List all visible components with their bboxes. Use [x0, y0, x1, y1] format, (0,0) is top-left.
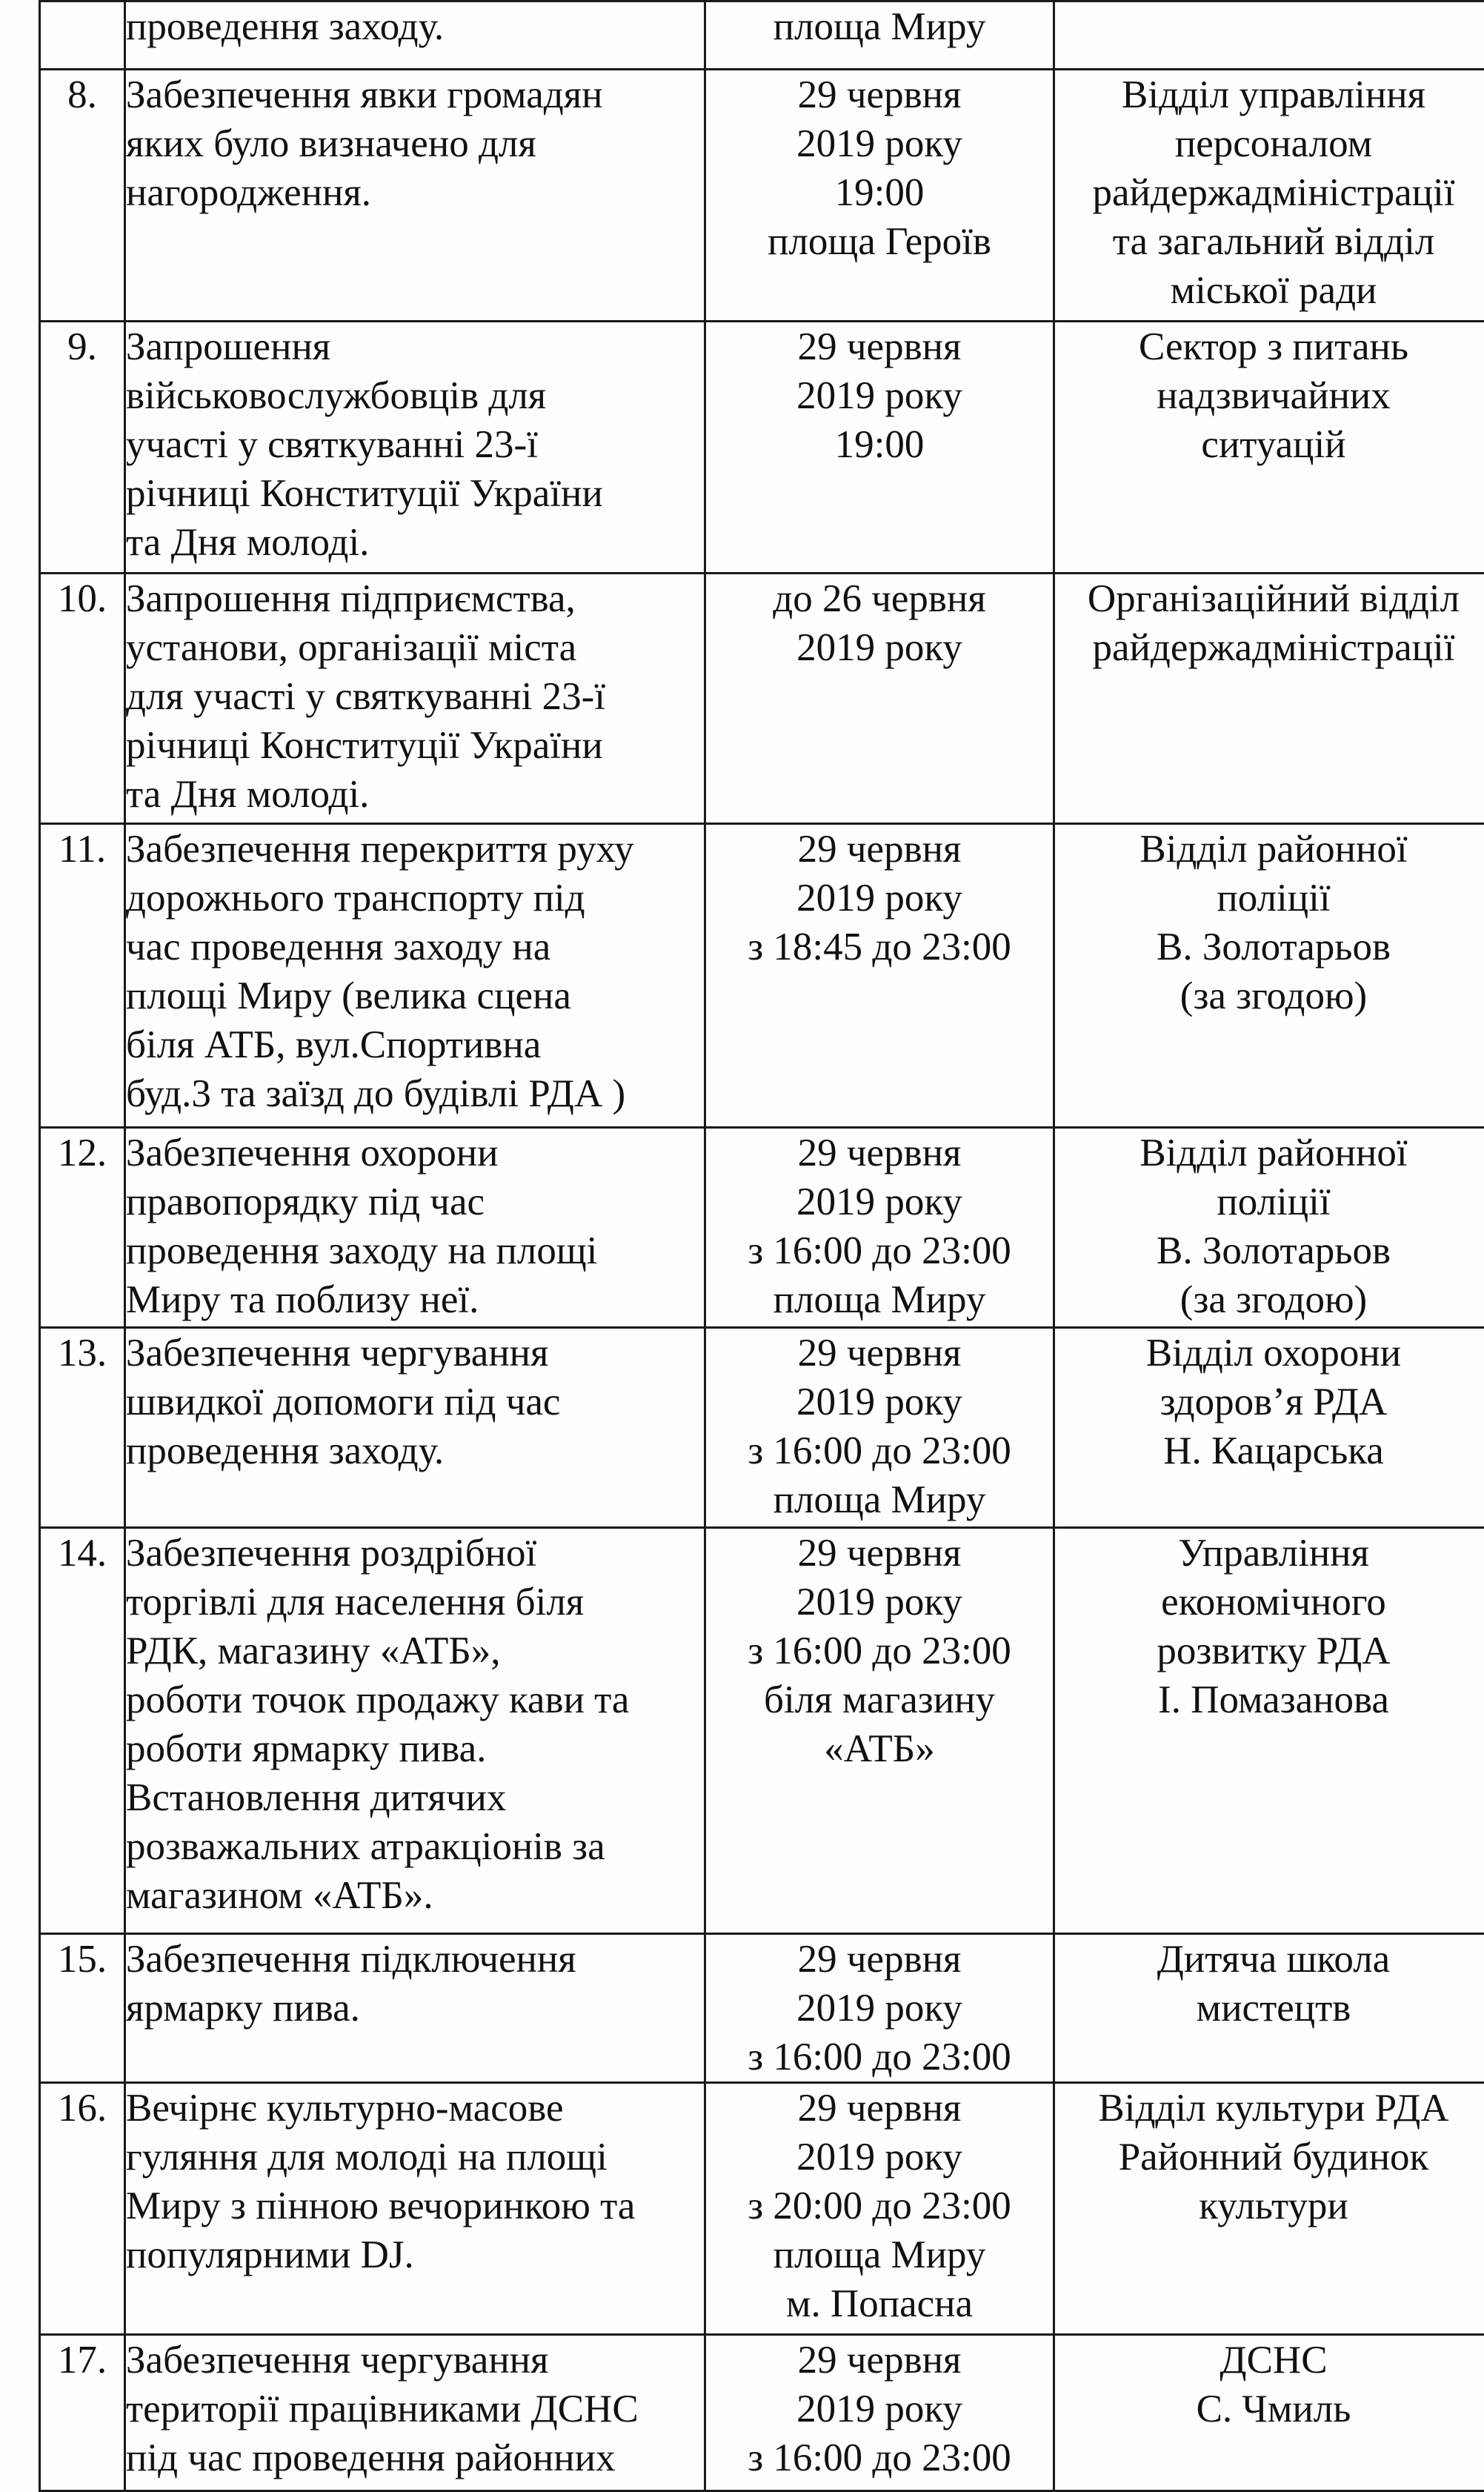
- date-place-cell-line: 2019 року: [706, 119, 1053, 168]
- task-cell-line: річниці Конституції України: [126, 469, 704, 518]
- task-cell-line: площі Миру (велика сцена: [126, 971, 704, 1020]
- date-place-cell: [705, 1528, 1054, 1934]
- responsible-cell-line: райдержадміністрації: [1055, 623, 1484, 672]
- responsible-cell-line: Відділ охорони: [1055, 1329, 1484, 1378]
- responsible-cell-line: Відділ культури РДА: [1055, 2084, 1484, 2133]
- date-place-cell-line: 29 червня: [706, 70, 1053, 119]
- date-place-cell-line: 29 червня: [706, 1935, 1053, 1984]
- responsible-cell-line: поліції: [1055, 1177, 1484, 1226]
- date-place-cell: [705, 322, 1054, 574]
- responsible-cell: [1054, 1934, 1484, 2083]
- task-cell: [125, 2083, 705, 2335]
- task-cell-line: нагородження.: [126, 168, 704, 217]
- responsible-cell-line: мистецтв: [1055, 1984, 1484, 2033]
- task-cell: [125, 70, 705, 322]
- task-cell-line: Забезпечення роздрібної: [126, 1529, 704, 1578]
- date-place-cell: [705, 1, 1054, 70]
- responsible-cell: [1054, 824, 1484, 1128]
- date-place-cell-line: м. Попасна: [706, 2279, 1053, 2328]
- task-cell-line: території працівниками ДСНС: [126, 2385, 704, 2433]
- responsible-cell-line: В. Золотарьов: [1055, 1226, 1484, 1275]
- task-cell-line: установи, організації міста: [126, 623, 704, 672]
- table-row: [40, 824, 1484, 1128]
- task-cell-line: роботи ярмарку пива.: [126, 1724, 704, 1773]
- task-cell-line: РДК, магазину «АТБ»,: [126, 1627, 704, 1675]
- date-place-cell-line: з 16:00 до 23:00: [706, 1226, 1053, 1275]
- task-cell: [125, 1128, 705, 1328]
- date-place-cell-line: 2019 року: [706, 1177, 1053, 1226]
- responsible-cell-line: економічного: [1055, 1578, 1484, 1627]
- task-cell: [125, 1528, 705, 1934]
- table-row: [40, 2335, 1484, 2491]
- date-place-cell-line: 29 червня: [706, 1329, 1053, 1378]
- date-place-cell-line: 29 червня: [706, 1129, 1053, 1177]
- task-cell-line: дорожнього транспорту під: [126, 874, 704, 923]
- task-cell: [125, 322, 705, 574]
- responsible-cell: [1054, 1, 1484, 70]
- date-place-cell-line: 2019 року: [706, 1378, 1053, 1426]
- responsible-cell: [1054, 1528, 1484, 1934]
- task-cell-line: проведення заходу на площі: [126, 1226, 704, 1275]
- table-row: [40, 1, 1484, 70]
- date-place-cell-line: «АТБ»: [706, 1724, 1053, 1773]
- event-plan-table: [39, 0, 1484, 2492]
- date-place-cell-line: 29 червня: [706, 825, 1053, 874]
- date-place-cell: [705, 574, 1054, 824]
- task-cell: [125, 2335, 705, 2491]
- responsible-cell-line: Відділ районної: [1055, 1129, 1484, 1177]
- task-cell-line: участі у святкуванні 23-ї: [126, 420, 704, 469]
- responsible-cell: [1054, 574, 1484, 824]
- date-place-cell-line: з 16:00 до 23:00: [706, 1426, 1053, 1475]
- row-number-cell: 17.: [40, 2335, 125, 2491]
- date-place-cell-line: 29 червня: [706, 2336, 1053, 2385]
- responsible-cell-line: ДСНС: [1055, 2336, 1484, 2385]
- row-number-cell: [40, 1, 125, 70]
- date-place-cell-line: 2019 року: [706, 2385, 1053, 2433]
- date-place-cell-line: площа Героїв: [706, 217, 1053, 266]
- table-row: [40, 1528, 1484, 1934]
- date-place-cell-line: 2019 року: [706, 1578, 1053, 1627]
- task-cell-line: Забезпечення явки громадян: [126, 70, 704, 119]
- task-cell-line: Забезпечення перекриття руху: [126, 825, 704, 874]
- table-row: [40, 70, 1484, 322]
- date-place-cell-line: 2019 року: [706, 623, 1053, 672]
- responsible-cell-line: Відділ районної: [1055, 825, 1484, 874]
- responsible-cell: [1054, 2083, 1484, 2335]
- table-row: [40, 1128, 1484, 1328]
- responsible-cell-line: (за згодою): [1055, 1275, 1484, 1324]
- responsible-cell: [1054, 1128, 1484, 1328]
- date-place-cell-line: 2019 року: [706, 1984, 1053, 2033]
- task-cell-line: Запрошення підприємства,: [126, 574, 704, 623]
- task-cell-line: та Дня молоді.: [126, 518, 704, 567]
- task-cell-line: проведення заходу.: [126, 2, 704, 51]
- date-place-cell: [705, 824, 1054, 1128]
- date-place-cell-line: площа Миру: [706, 2230, 1053, 2279]
- date-place-cell-line: з 20:00 до 23:00: [706, 2182, 1053, 2230]
- date-place-cell: [705, 1328, 1054, 1528]
- table-row: [40, 322, 1484, 574]
- task-cell: [125, 1, 705, 70]
- task-cell-line: Забезпечення охорони: [126, 1129, 704, 1177]
- task-cell-line: популярними DJ.: [126, 2230, 704, 2279]
- row-number-cell: 9.: [40, 322, 125, 574]
- responsible-cell-line: Дитяча школа: [1055, 1935, 1484, 1984]
- date-place-cell-line: з 16:00 до 23:00: [706, 2433, 1053, 2482]
- date-place-cell: [705, 2335, 1054, 2491]
- responsible-cell-line: Управління: [1055, 1529, 1484, 1578]
- responsible-cell-line: С. Чмиль: [1055, 2385, 1484, 2433]
- date-place-cell-line: 2019 року: [706, 371, 1053, 420]
- task-cell-line: Забезпечення чергування: [126, 2336, 704, 2385]
- row-number-cell: 14.: [40, 1528, 125, 1934]
- task-cell-line: роботи точок продажу кави та: [126, 1675, 704, 1724]
- task-cell-line: магазином «АТБ».: [126, 1871, 704, 1920]
- date-place-cell-line: 29 червня: [706, 2084, 1053, 2133]
- responsible-cell: [1054, 322, 1484, 574]
- row-number-cell: 12.: [40, 1128, 125, 1328]
- date-place-cell: [705, 1934, 1054, 2083]
- row-number-cell: 13.: [40, 1328, 125, 1528]
- date-place-cell-line: площа Миру: [706, 1275, 1053, 1324]
- task-cell-line: правопорядку під час: [126, 1177, 704, 1226]
- task-cell-line: час проведення заходу на: [126, 923, 704, 971]
- table-body: [40, 1, 1484, 2491]
- table-row: [40, 1328, 1484, 1528]
- table-row: [40, 2083, 1484, 2335]
- task-cell-line: ярмарку пива.: [126, 1984, 704, 2033]
- task-cell-line: яких було визначено для: [126, 119, 704, 168]
- task-cell-line: Встановлення дитячих: [126, 1773, 704, 1822]
- task-cell-line: Миру з пінною вечоринкою та: [126, 2182, 704, 2230]
- task-cell-line: біля АТБ, вул.Спортивна: [126, 1020, 704, 1069]
- responsible-cell-line: райдержадміністрації: [1055, 168, 1484, 217]
- date-place-cell-line: площа Миру: [706, 1475, 1053, 1524]
- task-cell-line: під час проведення районних: [126, 2433, 704, 2482]
- table-row: [40, 574, 1484, 824]
- task-cell-line: проведення заходу.: [126, 1426, 704, 1475]
- task-cell-line: буд.3 та заїзд до будівлі РДА ): [126, 1069, 704, 1118]
- task-cell: [125, 1328, 705, 1528]
- date-place-cell-line: з 18:45 до 23:00: [706, 923, 1053, 971]
- responsible-cell-line: поліції: [1055, 874, 1484, 923]
- responsible-cell-line: та загальний відділ: [1055, 217, 1484, 266]
- date-place-cell-line: 2019 року: [706, 2133, 1053, 2182]
- task-cell: [125, 1934, 705, 2083]
- responsible-cell-line: І. Помазанова: [1055, 1675, 1484, 1724]
- responsible-cell-line: В. Золотарьов: [1055, 923, 1484, 971]
- responsible-cell-line: Відділ управління: [1055, 70, 1484, 119]
- responsible-cell: [1054, 70, 1484, 322]
- row-number-cell: 8.: [40, 70, 125, 322]
- responsible-cell-line: ситуацій: [1055, 420, 1484, 469]
- task-cell-line: Вечірнє культурно-масове: [126, 2084, 704, 2133]
- task-cell-line: військовослужбовців для: [126, 371, 704, 420]
- task-cell: [125, 824, 705, 1128]
- responsible-cell-line: Районний будинок: [1055, 2133, 1484, 2182]
- responsible-cell-line: надзвичайних: [1055, 371, 1484, 420]
- table-row: [40, 1934, 1484, 2083]
- date-place-cell-line: 29 червня: [706, 1529, 1053, 1578]
- date-place-cell-line: з 16:00 до 23:00: [706, 2033, 1053, 2081]
- task-cell-line: річниці Конституції України: [126, 721, 704, 770]
- responsible-cell-line: здоров’я РДА: [1055, 1378, 1484, 1426]
- responsible-cell-line: персоналом: [1055, 119, 1484, 168]
- responsible-cell: [1054, 2335, 1484, 2491]
- task-cell-line: для участі у святкуванні 23-ї: [126, 672, 704, 721]
- date-place-cell-line: 19:00: [706, 420, 1053, 469]
- task-cell-line: Забезпечення підключення: [126, 1935, 704, 1984]
- date-place-cell-line: біля магазину: [706, 1675, 1053, 1724]
- responsible-cell-line: Н. Кацарська: [1055, 1426, 1484, 1475]
- row-number-cell: 11.: [40, 824, 125, 1128]
- row-number-cell: 10.: [40, 574, 125, 824]
- task-cell-line: торгівлі для населення біля: [126, 1578, 704, 1627]
- date-place-cell-line: до 26 червня: [706, 574, 1053, 623]
- task-cell-line: Забезпечення чергування: [126, 1329, 704, 1378]
- responsible-cell-line: (за згодою): [1055, 971, 1484, 1020]
- date-place-cell: [705, 1128, 1054, 1328]
- task-cell-line: гуляння для молоді на площі: [126, 2133, 704, 2182]
- date-place-cell-line: з 16:00 до 23:00: [706, 1627, 1053, 1675]
- task-cell-line: розважальних атракціонів за: [126, 1822, 704, 1871]
- date-place-cell-line: 2019 року: [706, 874, 1053, 923]
- task-cell: [125, 574, 705, 824]
- date-place-cell: [705, 2083, 1054, 2335]
- row-number-cell: 15.: [40, 1934, 125, 2083]
- date-place-cell-line: 29 червня: [706, 322, 1053, 371]
- task-cell-line: швидкої допомоги під час: [126, 1378, 704, 1426]
- responsible-cell-line: розвитку РДА: [1055, 1627, 1484, 1675]
- responsible-cell: [1054, 1328, 1484, 1528]
- date-place-cell-line: 19:00: [706, 168, 1053, 217]
- task-cell-line: Миру та поблизу неї.: [126, 1275, 704, 1324]
- date-place-cell-line: площа Миру: [706, 2, 1053, 51]
- responsible-cell-line: Сектор з питань: [1055, 322, 1484, 371]
- row-number-cell: 16.: [40, 2083, 125, 2335]
- date-place-cell: [705, 70, 1054, 322]
- responsible-cell-line: культури: [1055, 2182, 1484, 2230]
- task-cell-line: Запрошення: [126, 322, 704, 371]
- responsible-cell-line: Організаційний відділ: [1055, 574, 1484, 623]
- responsible-cell-line: міської ради: [1055, 266, 1484, 315]
- task-cell-line: та Дня молоді.: [126, 770, 704, 819]
